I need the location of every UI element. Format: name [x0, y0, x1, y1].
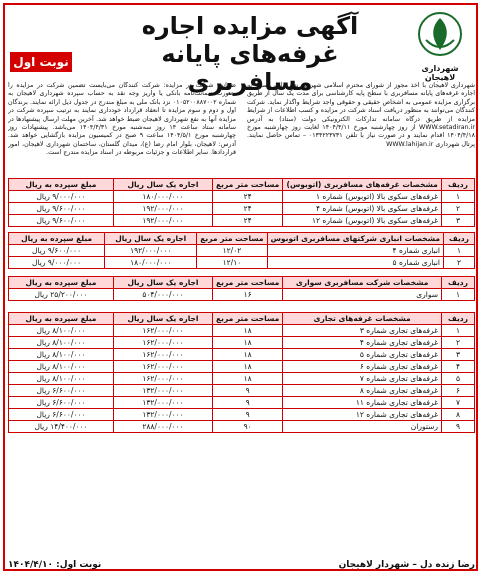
- table-row: [9, 421, 475, 433]
- table-cell: ۱۶۲/۰۰۰/۰۰۰: [114, 349, 213, 361]
- column-header: مساحت متر مربع: [213, 179, 283, 191]
- table-cell: ۸/۱۰۰/۰۰۰ ریال: [9, 349, 114, 361]
- table-cell: ۱۹۲/۰۰۰/۰۰۰: [105, 245, 197, 257]
- table-cell: غرفه‌های تجاری شماره ۳: [283, 325, 442, 337]
- table-cell: ۵: [442, 373, 475, 385]
- table-header-row: [9, 313, 475, 325]
- column-header: مبلغ سپرده به ریال: [9, 277, 114, 289]
- table-cell: ۱۶۲/۰۰۰/۰۰۰: [114, 373, 213, 385]
- table-cell: ۲۸۸/۰۰۰/۰۰۰: [114, 421, 213, 433]
- table-cell: ۱۹۲/۰۰۰/۰۰۰: [114, 215, 213, 227]
- column-header: مبلغ سپرده به ریال: [9, 179, 114, 191]
- column-header: ردیف: [442, 179, 475, 191]
- table-cell: ۱۳۲/۰۰۰/۰۰۰: [114, 397, 213, 409]
- table-cell: ۱۸: [213, 325, 283, 337]
- table-cell: ۱۸: [213, 373, 283, 385]
- table-cell: ۱۶: [213, 289, 283, 301]
- table-row: [9, 215, 475, 227]
- table-cell: ۱۸۰/۰۰۰/۰۰۰: [105, 257, 197, 269]
- table-cell: ۹/۰۰۰/۰۰۰ ریال: [9, 257, 105, 269]
- table-cell: ۹/۶۰۰/۰۰۰ ریال: [9, 245, 105, 257]
- table-cell: غرفه‌های سکوی بالا (اتوبوس) شماره ۱۲: [283, 215, 442, 227]
- column-header: مشخصات انباری شرکتهای مسافربری اتوبوس: [267, 233, 443, 245]
- table-cell: ۹: [213, 397, 283, 409]
- table-cell: غرفه‌های تجاری شماره ۱۱: [283, 397, 442, 409]
- bus-booths-table: [8, 178, 475, 227]
- table-cell: ۹: [213, 409, 283, 421]
- table-cell: ۲۴: [213, 203, 283, 215]
- table-cell: ۶/۶۰۰/۰۰۰ ریال: [9, 409, 114, 421]
- table-row: [9, 373, 475, 385]
- table-cell: غرفه‌های سکوی بالا (اتوبوس) شماره ۱: [283, 191, 442, 203]
- table-cell: ۱۸: [213, 361, 283, 373]
- table-row: [9, 385, 475, 397]
- table-cell: ۹/۶۰۰/۰۰۰ ریال: [9, 203, 114, 215]
- table-cell: ۱۶۲/۰۰۰/۰۰۰: [114, 337, 213, 349]
- table-cell: ۲۴: [213, 215, 283, 227]
- footer: [8, 560, 475, 570]
- table-cell: انباری شماره ۵: [267, 257, 443, 269]
- storage-table: [8, 232, 475, 269]
- table-cell: ۸/۱۰۰/۰۰۰ ریال: [9, 361, 114, 373]
- column-header: مساحت متر مربع: [213, 277, 283, 289]
- table-cell: غرفه‌های سکوی بالا (اتوبوس) شماره ۴: [283, 203, 442, 215]
- table-header-row: [9, 277, 475, 289]
- table-row: [9, 203, 475, 215]
- table-row: [9, 191, 475, 203]
- notice-title: آگهی مزایده اجاره غرفه‌های پایانه مسافربری: [141, 12, 359, 96]
- column-header: اجاره یک سال ریال: [105, 233, 197, 245]
- table-cell: ۱۲/۱۰: [197, 257, 267, 269]
- table-cell: ۷: [442, 397, 475, 409]
- table-cell: ۱۸: [213, 349, 283, 361]
- table-cell: غرفه‌های تجاری شماره ۷: [283, 373, 442, 385]
- table-cell: ۶: [442, 385, 475, 397]
- table-cell: ۱۶۲/۰۰۰/۰۰۰: [114, 361, 213, 373]
- table-cell: ۶/۶۰۰/۰۰۰ ریال: [9, 397, 114, 409]
- table-row: [9, 325, 475, 337]
- emblem-icon: [416, 10, 464, 58]
- table-cell: ۹: [442, 421, 475, 433]
- table-row: [9, 409, 475, 421]
- table-cell: ۲: [442, 203, 475, 215]
- table-header-row: [9, 233, 475, 245]
- table-row: [9, 245, 475, 257]
- table-cell: ۱۸۰/۰۰۰/۰۰۰: [114, 191, 213, 203]
- table-cell: غرفه‌های تجاری شماره ۵: [283, 349, 442, 361]
- column-header: مشخصات شرکت مسافربری سواری: [283, 277, 442, 289]
- column-header: اجاره یک سال ریال: [114, 179, 213, 191]
- column-header: مبلغ سپرده به ریال: [9, 313, 114, 325]
- table-cell: ۹: [213, 385, 283, 397]
- table-cell: رستوران: [283, 421, 442, 433]
- table-cell: ۶/۶۰۰/۰۰۰ ریال: [9, 385, 114, 397]
- table-cell: ۸/۱۰۰/۰۰۰ ریال: [9, 337, 114, 349]
- table-row: [9, 349, 475, 361]
- table-cell: ۱: [442, 325, 475, 337]
- table-header-row: [9, 179, 475, 191]
- column-header: اجاره یک سال ریال: [114, 277, 213, 289]
- table-row: [9, 289, 475, 301]
- table-cell: ۹/۰۰۰/۰۰۰ ریال: [9, 191, 114, 203]
- org-caption: شهرداری لاهیجان: [421, 64, 459, 82]
- publish-date: نوبت اول: ۱۴۰۴/۴/۱۰: [8, 560, 102, 570]
- column-header: اجاره یک سال ریال: [114, 313, 213, 325]
- column-header: ردیف: [442, 313, 475, 325]
- table-cell: ۹/۶۰۰/۰۰۰ ریال: [9, 215, 114, 227]
- table-cell: ۸/۱۰۰/۰۰۰ ریال: [9, 373, 114, 385]
- commercial-booths-table: [8, 312, 475, 433]
- table-cell: ۱۲/۰۲: [197, 245, 267, 257]
- table-cell: ۱۴/۴۰۰/۰۰۰ ریال: [9, 421, 114, 433]
- table-cell: ۵۰۴/۰۰۰/۰۰۰: [114, 289, 213, 301]
- table-cell: ۹۰: [213, 421, 283, 433]
- table-cell: ۱: [442, 191, 475, 203]
- table-cell: غرفه‌های تجاری شماره ۶: [283, 361, 442, 373]
- table-cell: ۱: [442, 289, 475, 301]
- column-header: مبلغ سپرده به ریال: [9, 233, 105, 245]
- table-cell: ۸/۱۰۰/۰۰۰ ریال: [9, 325, 114, 337]
- table-cell: سواری: [283, 289, 442, 301]
- table-cell: ۲: [444, 257, 475, 269]
- notice-text-left: ضمانت شرکت در مزایده: شرکت کنندگان می‌بایست تضمین شرکت در مزایده را بصورت ضمانت‌نامه بانکی یا واریز وجه نقد به حساب سپرده شهرداری لاهیجان به شماره ۰۱۰۵۲۰۰۸۸۷۰۰۲ نزد بانک ملی به مبلغ مندرج در جدول ذیل ارائه نمایند. برندگان اول و دوم و سوم مزایده تا انعقاد قرارداد خودداری نمایند به ترتیب سپرده شرکت در مزایده آنها به نفع شهرداری لاهیجان ضبط خواهد شد. آخرین مهلت ارسال پیشنهادها در سامانه ستاد ساعت ۱۴ روز سه‌شنبه مورخ ۱۴۰۴/۴/۳۱ می‌باشد. پیشنهادات روز چهارشنبه مورخ ۱۴۰۴/۵/۱ ساعت ۹ صبح در کمیسیون مزایده بازگشایی خواهد شد. آدرس: لاهیجان، بلوار امام رضا (ع)، میدان گلستان، ساختمان شهرداری لاهیجان، امور قراردادها. سایر اطلاعات و جزئیات مربوطه در اسناد مزایده مندرج است.: [8, 82, 236, 157]
- car-company-table: [8, 276, 475, 301]
- table-cell: ۲۴: [213, 191, 283, 203]
- table-row: [9, 337, 475, 349]
- column-header: مساحت متر مربع: [197, 233, 267, 245]
- municipality-logo: [405, 10, 475, 82]
- table-cell: ۳: [442, 349, 475, 361]
- table-cell: ۱۸: [213, 337, 283, 349]
- table-cell: ۲۵/۲۰۰/۰۰۰ ریال: [9, 289, 114, 301]
- table-row: [9, 397, 475, 409]
- table-cell: ۳: [442, 215, 475, 227]
- table-cell: غرفه‌های تجاری شماره ۴: [283, 337, 442, 349]
- table-cell: ۸: [442, 409, 475, 421]
- table-cell: ۲: [442, 337, 475, 349]
- table-cell: ۱۶۲/۰۰۰/۰۰۰: [114, 325, 213, 337]
- column-header: مشخصات غرفه‌های تجاری: [283, 313, 442, 325]
- signature: رضا زنده دل – شهردار لاهیجان: [338, 560, 475, 570]
- table-cell: انباری شماره ۴: [267, 245, 443, 257]
- table-row: [9, 361, 475, 373]
- table-cell: غرفه‌های تجاری شماره ۸: [283, 385, 442, 397]
- column-header: مساحت متر مربع: [213, 313, 283, 325]
- column-header: ردیف: [444, 233, 475, 245]
- round-badge: نوبت اول: [10, 52, 72, 72]
- table-cell: ۱: [444, 245, 475, 257]
- table-cell: غرفه‌های تجاری شماره ۱۲: [283, 409, 442, 421]
- table-cell: ۱۳۲/۰۰۰/۰۰۰: [114, 409, 213, 421]
- column-header: ردیف: [442, 277, 475, 289]
- table-cell: ۱۹۲/۰۰۰/۰۰۰: [114, 203, 213, 215]
- table-cell: ۴: [442, 361, 475, 373]
- table-cell: ۱۳۲/۰۰۰/۰۰۰: [114, 385, 213, 397]
- table-row: [9, 257, 475, 269]
- notice-text-right: شهرداری لاهیجان با اخذ مجوز از شورای محترم اسلامی شهر در نظر دارد، نسبت به اجاره غرفه‌های پایانه مسافربری با سطح پایه کارشناسی برای مدت یک سال از طریق برگزاری مزایده عمومی به اشخاص حقیقی و حقوقی واجد شرایط واگذار نماید. شرکت کنندگان می‌توانند به منظور دریافت اسناد شرکت در مزایده و کسب اطلاعات از شرایط مزایده از طریق درگاه سامانه تدارکات الکترونیکی دولت (ستاد) به آدرس WWW.setadiran.ir از روز چهارشنبه مورخ ۱۴۰۴/۴/۱۱ لغایت روز چهارشنبه مورخ ۱۴۰۴/۴/۱۸ اقدام نمایند و در صورت نیاز با تلفن ۰۱۳۴۲۲۳۷۳۱ – تماس حاصل نمایند. پرتال شهرداری WWW.lahijan.ir: [247, 82, 475, 148]
- column-header: مشخصات غرفه‌های مسافربری (اتوبوس): [283, 179, 442, 191]
